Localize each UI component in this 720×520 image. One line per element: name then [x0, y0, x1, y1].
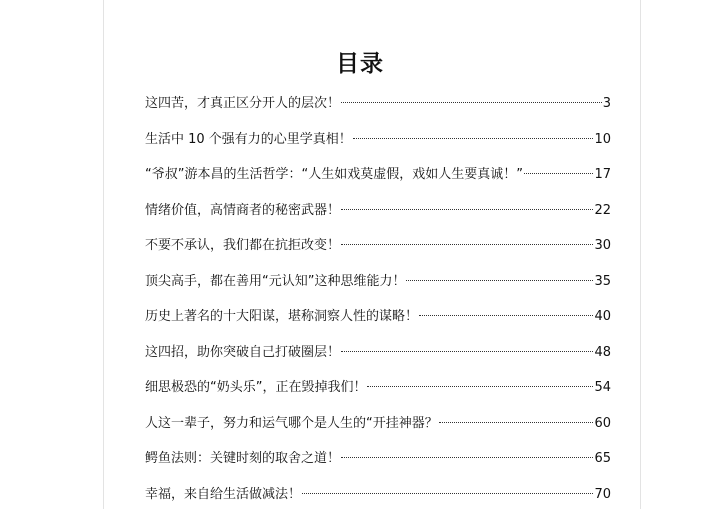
toc-page-number: 54 — [594, 378, 611, 398]
toc-leader-dots — [524, 173, 594, 174]
toc-entry-title: 不要不承认，我们都在抗拒改变！ — [145, 236, 340, 256]
toc-entry[interactable] — [145, 449, 611, 485]
toc-entry-title: 顶尖高手，都在善用“元认知”这种思维能力！ — [145, 272, 405, 292]
toc-page-number: 22 — [594, 201, 611, 221]
table-of-contents — [145, 94, 611, 520]
toc-page-number: 65 — [594, 449, 611, 469]
toc-entry-title: “爷叔”游本昌的生活哲学：“人生如戏莫虚假，戏如人生要真诚！” — [145, 165, 523, 185]
toc-entry[interactable] — [145, 236, 611, 272]
toc-entry-title: 细思极恐的“奶头乐”，正在毁掉我们！ — [145, 378, 366, 398]
toc-leader-dots — [419, 315, 593, 316]
toc-page-number: 30 — [594, 236, 611, 256]
toc-entry[interactable] — [145, 307, 611, 343]
toc-page-number: 60 — [594, 414, 611, 434]
toc-entry-title: 这四招，助你突破自己打破圈层！ — [145, 343, 340, 363]
toc-title: 目录 — [0, 45, 720, 78]
toc-entry[interactable] — [145, 378, 611, 414]
toc-leader-dots — [439, 422, 594, 423]
toc-entry[interactable] — [145, 485, 611, 520]
toc-leader-dots — [353, 138, 594, 139]
toc-entry-title: 幸福，来自给生活做减法！ — [145, 485, 301, 505]
toc-leader-dots — [341, 102, 602, 103]
toc-leader-dots — [341, 209, 593, 210]
toc-page-number: 35 — [594, 272, 611, 292]
toc-page-number: 48 — [594, 343, 611, 363]
toc-entry[interactable] — [145, 272, 611, 308]
toc-page-number: 10 — [594, 130, 611, 150]
toc-page-number: 40 — [594, 307, 611, 327]
toc-entry-title: 鳄鱼法则：关键时刻的取舍之道！ — [145, 449, 340, 469]
toc-entry-title: 人这一辈子，努力和运气哪个是人生的“开挂神器？ — [145, 414, 438, 434]
toc-page-number: 17 — [594, 165, 611, 185]
toc-page-number: 3 — [603, 94, 611, 114]
toc-leader-dots — [302, 493, 593, 494]
toc-page-number: 70 — [594, 485, 611, 505]
toc-leader-dots — [406, 280, 593, 281]
toc-leader-dots — [341, 244, 593, 245]
toc-entry-title: 历史上著名的十大阳谋，堪称洞察人性的谋略！ — [145, 307, 418, 327]
toc-entry[interactable] — [145, 130, 611, 166]
toc-entry-title: 生活中 10 个强有力的心里学真相！ — [145, 130, 352, 150]
toc-entry-title: 这四苦，才真正区分开人的层次！ — [145, 94, 340, 114]
toc-entry[interactable] — [145, 165, 611, 201]
toc-entry[interactable] — [145, 343, 611, 379]
toc-leader-dots — [367, 386, 593, 387]
toc-entry-title: 情绪价值，高情商者的秘密武器！ — [145, 201, 340, 221]
toc-entry[interactable] — [145, 414, 611, 450]
toc-entry[interactable] — [145, 201, 611, 237]
toc-leader-dots — [341, 351, 593, 352]
toc-leader-dots — [341, 457, 593, 458]
toc-entry[interactable] — [145, 94, 611, 130]
